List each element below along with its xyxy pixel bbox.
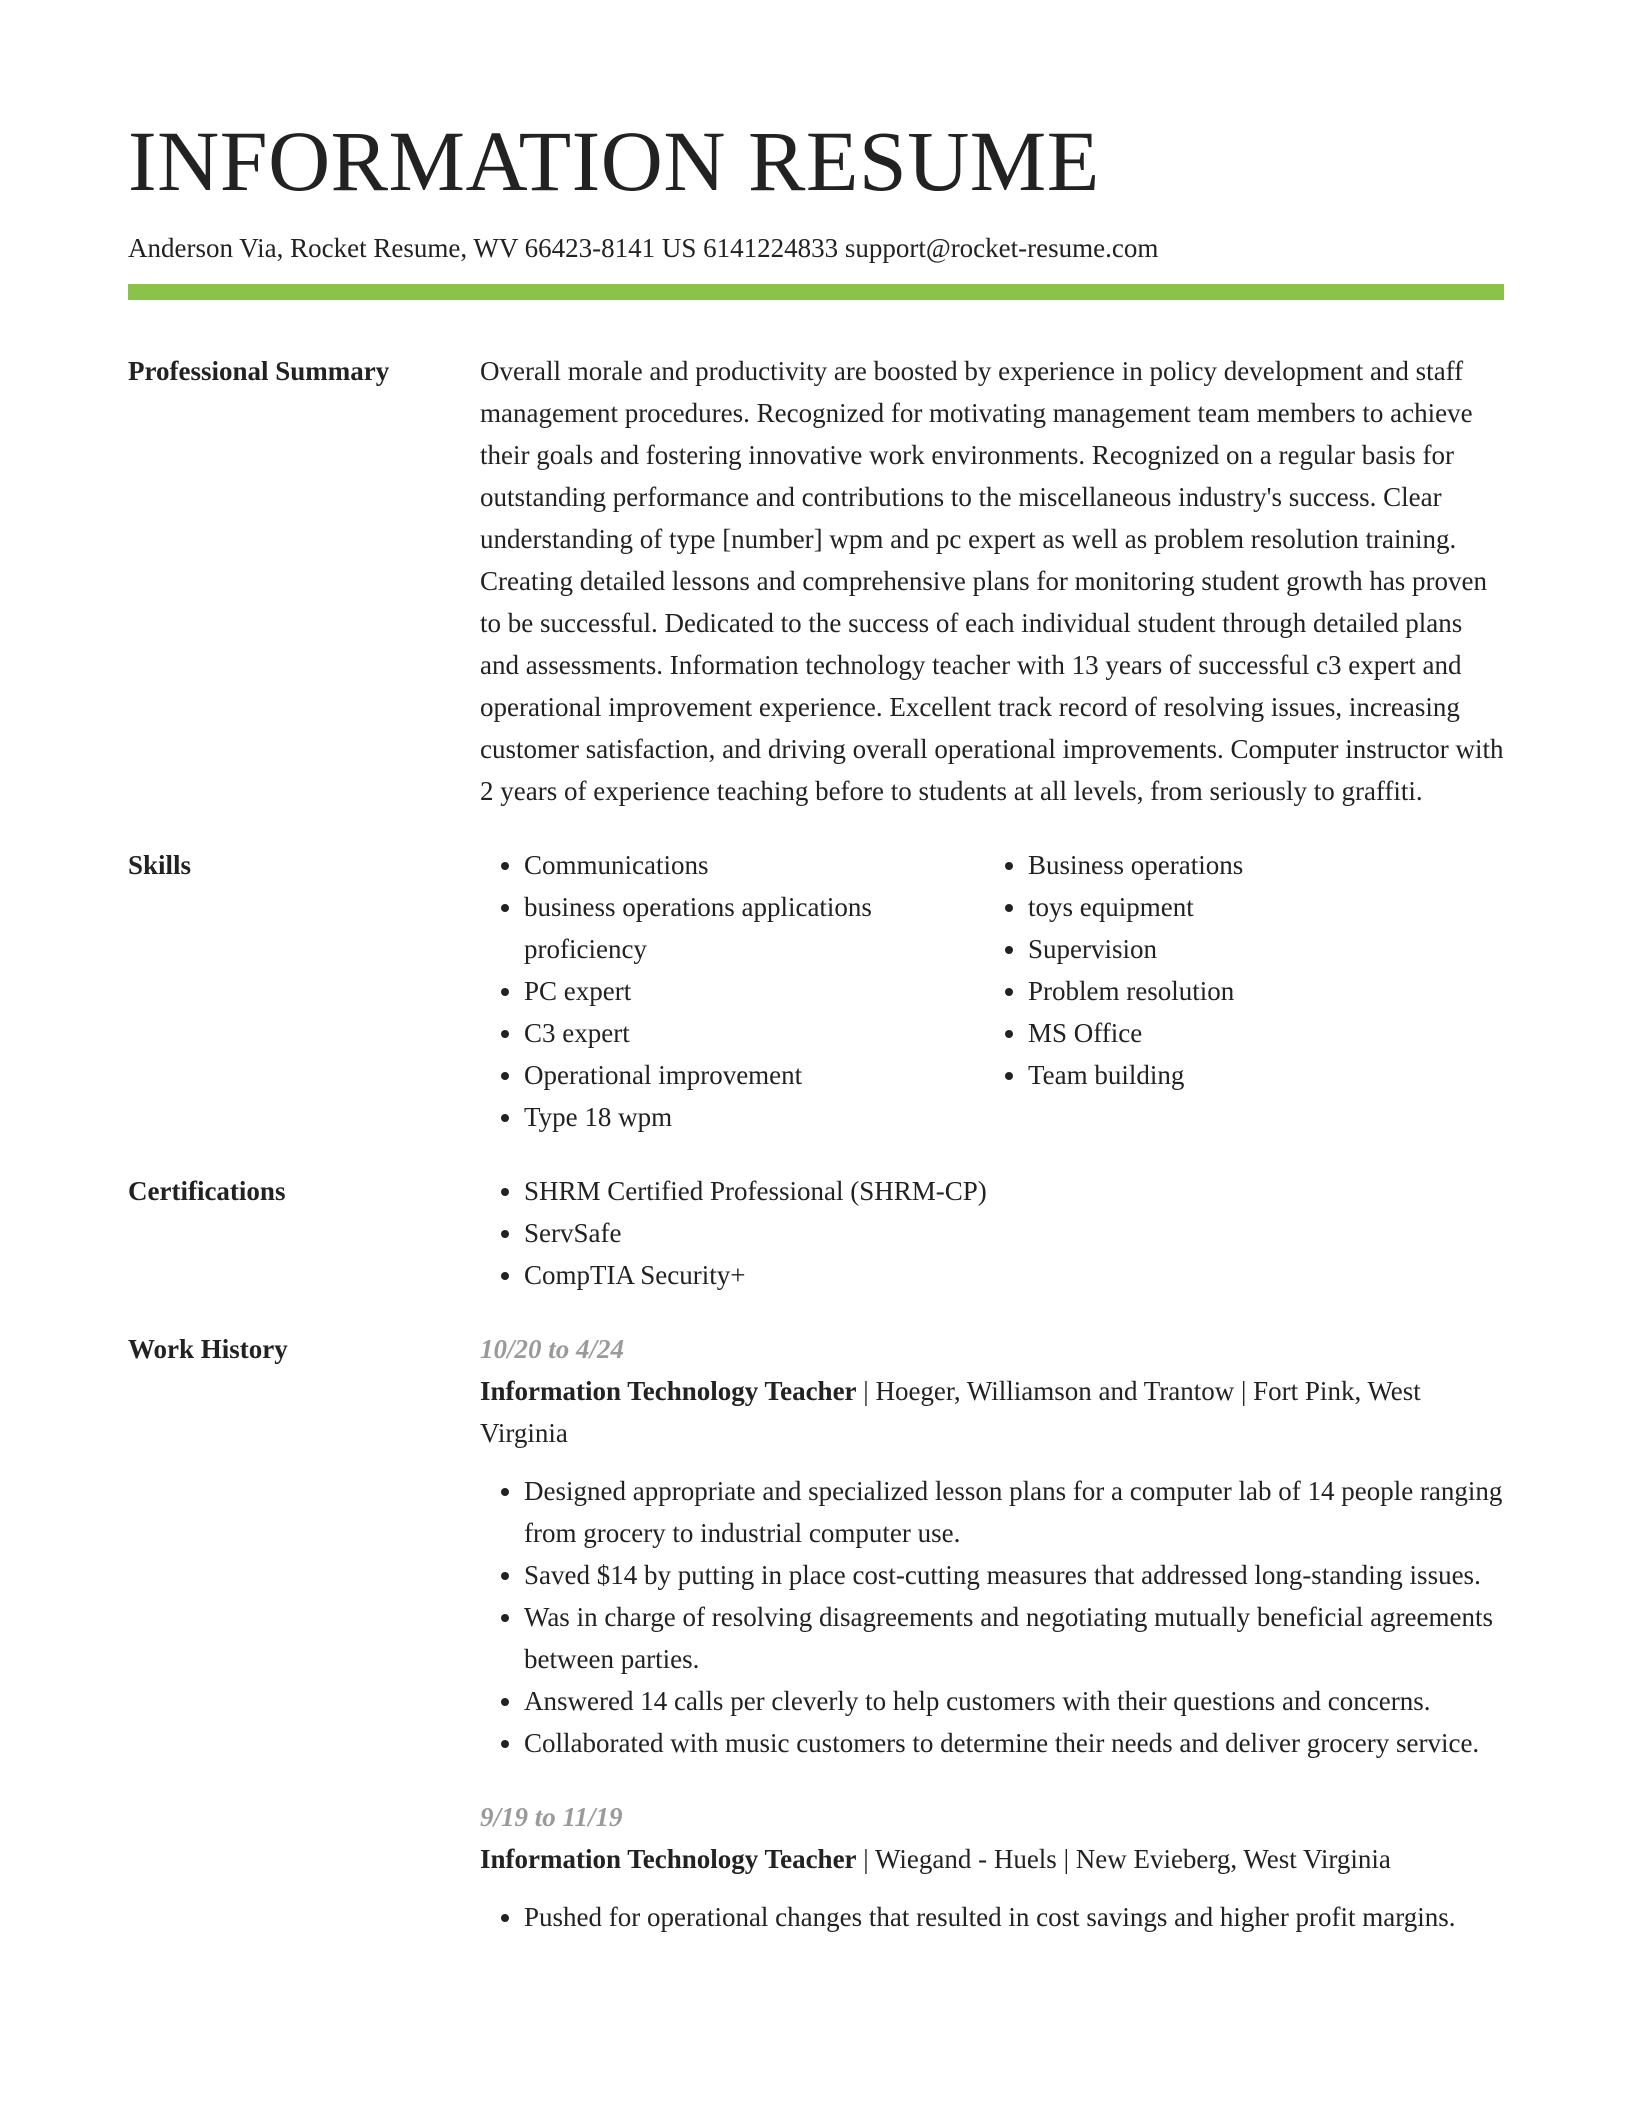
contact-line: Anderson Via, Rocket Resume, WV 66423-8141 US 6141224833 support@rocket-resume.com [128, 233, 1159, 263]
certification-item: • SHRM Certified Professional (SHRM-CP) [524, 1170, 1504, 1212]
skills-section [128, 844, 1504, 1138]
job-details: | Hoeger, Williamson and Trantow | Fort Pink, West Virginia [480, 1376, 1421, 1449]
job-bullets [480, 1896, 1504, 1938]
work-history-section [128, 1328, 1504, 1938]
job-title: Information Technology Teacher [480, 1376, 857, 1407]
certifications-section [128, 1170, 1504, 1296]
certifications-label: Certifications [128, 1176, 286, 1207]
skill-item: • Problem resolution [1028, 970, 1488, 1012]
skill-item: • toys equipment [1028, 886, 1488, 928]
skill-item: • Operational improvement [524, 1054, 984, 1096]
resume-name: INFORMATION RESUME [128, 113, 1100, 209]
accent-divider [128, 284, 1504, 300]
skill-item: • C3 expert [524, 1012, 984, 1054]
job-bullet: • Saved $14 by putting in place cost-cutting measures that addressed long-standing issues. [524, 1554, 1504, 1596]
skill-item: • MS Office [1028, 1012, 1488, 1054]
job-bullet: • Designed appropriate and specialized lesson plans for a computer lab of 14 people ranging from grocery to industrial computer use. [524, 1470, 1504, 1554]
skill-item: • Communications [524, 844, 984, 886]
job-bullet: • Was in charge of resolving disagreements and negotiating mutually beneficial agreements between parties. [524, 1596, 1504, 1680]
skills-grid [480, 844, 1504, 1138]
summary-label: Professional Summary [128, 356, 390, 387]
skill-item: • Supervision [1028, 928, 1488, 970]
job-dates: 9/19 to 11/19 [480, 1802, 623, 1833]
job-heading [480, 1838, 1504, 1880]
job-details: | Wiegand - Huels | New Evieberg, West Virginia [856, 1844, 1391, 1875]
resume-page [128, 0, 1504, 1938]
job-bullets [480, 1470, 1504, 1764]
certifications-list [480, 1170, 1504, 1296]
certification-item: • CompTIA Security+ [524, 1254, 1504, 1296]
job-bullet: • Answered 14 calls per cleverly to help customers with their questions and concerns. [524, 1680, 1504, 1722]
work-history-list [480, 1328, 1504, 1938]
job-bullet: • Collaborated with music customers to determine their needs and deliver grocery service. [524, 1722, 1504, 1764]
skills-label: Skills [128, 850, 192, 881]
certification-item: • ServSafe [524, 1212, 1504, 1254]
job-entry [480, 1328, 1504, 1764]
summary-text: Overall morale and productivity are boosted by experience in policy development and staff management procedures. Recognized for motivating management team members to achieve their goals and fostering innovative work environments. Recognized on a regular basis for outstanding performance and contributions to the miscellaneous industry's success. Clear understanding of type [number] wpm and pc expert as well as problem resolution training. Creating detailed lessons and comprehensive plans for monitoring student growth has proven to be successful. Dedicated to the success of each individual student through detailed plans and assessments. Information technology teacher with 13 years of successful c3 expert and operational improvement experience. Excellent track record of resolving issues, increasing customer satisfaction, and driving overall operational improvements. Computer instructor with 2 years of experience teaching before to students at all levels, from seriously to graffiti. [480, 356, 1504, 807]
job-heading [480, 1370, 1504, 1454]
skill-item: • business operations applications proficiency [524, 886, 984, 970]
work-history-label: Work History [128, 1334, 288, 1365]
job-bullet: • Pushed for operational changes that resulted in cost savings and higher profit margins. [524, 1896, 1504, 1938]
job-dates: 10/20 to 4/24 [480, 1334, 625, 1365]
summary-section [128, 350, 1504, 812]
skill-item: • Type 18 wpm [524, 1096, 984, 1138]
skill-item: • Team building [1028, 1054, 1488, 1096]
skills-column-left [480, 844, 984, 1138]
skill-item: • Business operations [1028, 844, 1488, 886]
job-title: Information Technology Teacher [480, 1844, 857, 1875]
skills-column-right [984, 844, 1488, 1138]
job-entry [480, 1796, 1504, 1938]
skill-item: • PC expert [524, 970, 984, 1012]
